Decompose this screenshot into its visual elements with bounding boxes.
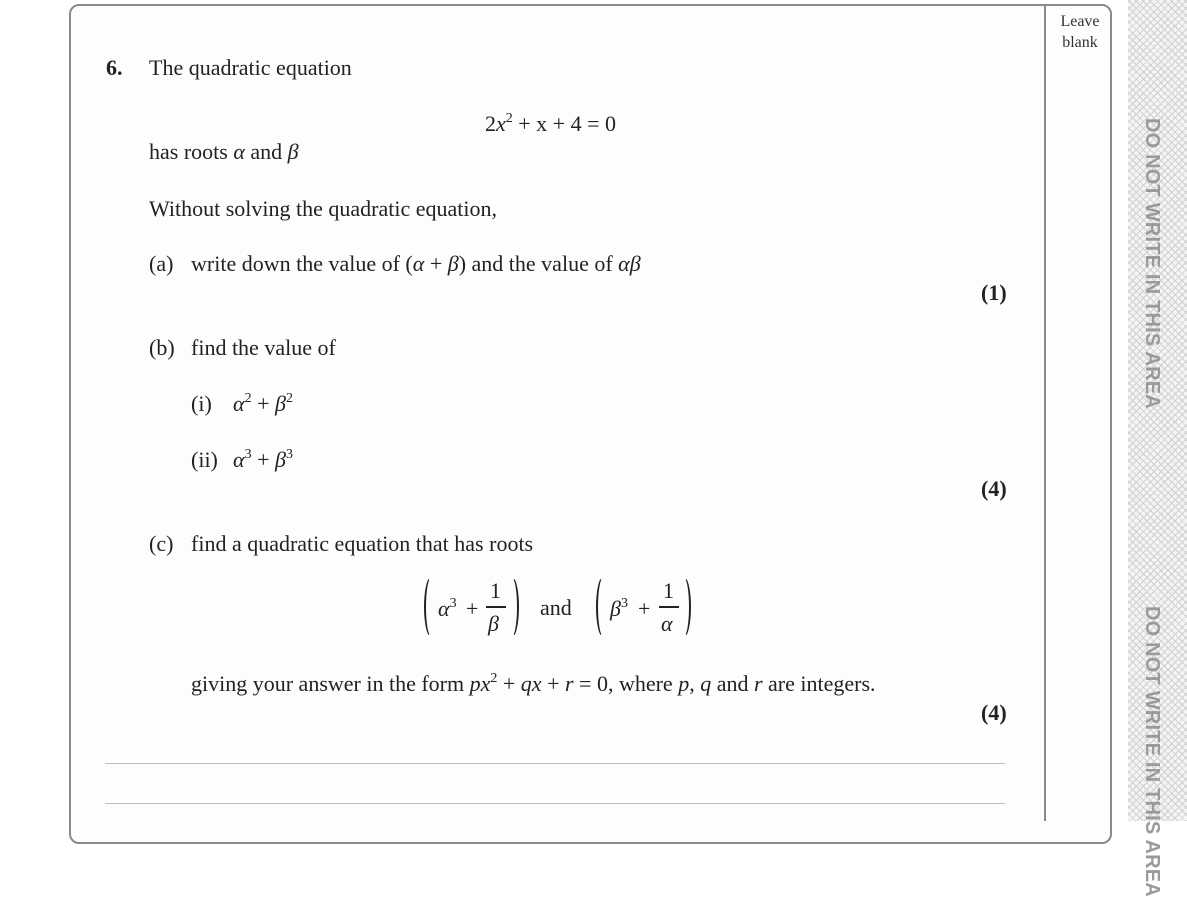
b-i-exp-a: 2 xyxy=(244,391,252,406)
question-intro: The quadratic equation xyxy=(149,55,352,80)
roots-text: has roots xyxy=(149,139,228,164)
answer-text-2: are integers. xyxy=(762,671,876,696)
root1-left-paren xyxy=(424,577,438,637)
roots-and: and xyxy=(540,595,572,620)
b-ii-plus: + xyxy=(251,447,275,472)
root2-exp: 3 xyxy=(620,596,628,611)
roots-statement xyxy=(149,139,299,165)
answer-text-1: giving your answer in the form xyxy=(191,671,470,696)
part-c-text: find a quadratic equation that has roots xyxy=(191,531,534,556)
form-qx: qx xyxy=(520,671,542,696)
part-a-text-2: ) and the value of xyxy=(458,251,619,276)
part-a-plus: + xyxy=(424,251,448,276)
root1-numerator: 1 xyxy=(490,578,501,603)
b-ii-exp-b: 3 xyxy=(285,447,293,462)
answer-form-instruction xyxy=(191,671,876,697)
b-i-alpha: α xyxy=(233,391,245,416)
answer-line[interactable] xyxy=(105,763,1005,764)
part-a-marks: (1) xyxy=(981,280,1007,305)
var-p: p xyxy=(678,671,690,696)
b-i-plus: + xyxy=(251,391,275,416)
root1-plus: + xyxy=(466,596,479,621)
comma: , xyxy=(689,671,701,696)
part-b-ii-expression xyxy=(233,447,293,473)
form-exp: 2 xyxy=(490,671,498,686)
part-a-alpha: α xyxy=(412,251,425,276)
and-word-2: and xyxy=(711,671,754,696)
root2-plus: + xyxy=(638,596,651,621)
eq-coef: 2 xyxy=(485,111,496,136)
blank-label: blank xyxy=(1062,34,1098,51)
part-a-text-1: write down the value of ( xyxy=(191,251,413,276)
answer-line[interactable] xyxy=(105,803,1005,804)
question-number: 6. xyxy=(106,55,123,80)
part-b-label: (b) xyxy=(149,335,175,360)
do-not-write-warning-bottom: DO NOT WRITE IN THIS AREA xyxy=(1141,606,1163,897)
root1-alpha-cubed xyxy=(438,596,457,622)
form-px: px xyxy=(469,671,491,696)
part-c-marks: (4) xyxy=(981,700,1007,725)
form-plus-2: + xyxy=(541,671,565,696)
part-b-i-expression xyxy=(233,391,293,417)
b-i-beta: β xyxy=(274,391,286,416)
part-b-i-label: (i) xyxy=(191,391,212,416)
alpha-symbol: α xyxy=(233,139,245,164)
and-word: and xyxy=(250,139,283,164)
root1-denominator xyxy=(488,611,499,637)
root2-fraction-bar xyxy=(659,606,679,608)
do-not-write-warning-top: DO NOT WRITE IN THIS AREA xyxy=(1141,118,1163,409)
form-end: = 0, where xyxy=(573,671,679,696)
root2-numerator: 1 xyxy=(663,578,674,603)
b-ii-beta: β xyxy=(274,447,286,472)
leave-blank-label xyxy=(1049,11,1111,53)
eq-var: x xyxy=(496,111,506,136)
b-ii-alpha: α xyxy=(233,447,245,472)
eq-rest: + x + 4 = 0 xyxy=(512,111,616,136)
leave-label: Leave xyxy=(1060,13,1100,30)
root1-fraction-bar xyxy=(486,606,506,608)
root1-alpha: α xyxy=(438,596,450,621)
root1-right-paren xyxy=(505,577,519,637)
part-a-alphabeta: αβ xyxy=(618,251,641,276)
beta-symbol: β xyxy=(287,139,299,164)
root2-denominator xyxy=(661,611,673,637)
part-c-label: (c) xyxy=(149,531,174,556)
var-r: r xyxy=(753,671,763,696)
root1-exp: 3 xyxy=(449,596,457,611)
margin-divider xyxy=(1044,4,1046,821)
root2-beta-cubed xyxy=(610,596,628,622)
root2-alpha: α xyxy=(661,611,673,636)
part-b-ii-label: (ii) xyxy=(191,447,218,472)
part-a-text xyxy=(191,251,641,277)
form-plus-1: + xyxy=(497,671,521,696)
root2-right-paren xyxy=(677,577,691,637)
part-b-marks: (4) xyxy=(981,476,1007,501)
b-i-exp-b: 2 xyxy=(285,391,293,406)
instruction-text: Without solving the quadratic equation, xyxy=(149,196,497,221)
quadratic-equation xyxy=(485,111,616,137)
b-ii-exp-a: 3 xyxy=(244,447,252,462)
root1-beta: β xyxy=(488,611,499,636)
eq-exp: 2 xyxy=(505,111,513,126)
part-b-text: find the value of xyxy=(191,335,336,360)
var-q: q xyxy=(700,671,712,696)
part-a-label: (a) xyxy=(149,251,174,276)
root2-beta: β xyxy=(610,596,621,621)
form-r: r xyxy=(564,671,574,696)
part-a-beta: β xyxy=(447,251,459,276)
root2-left-paren xyxy=(596,577,610,637)
